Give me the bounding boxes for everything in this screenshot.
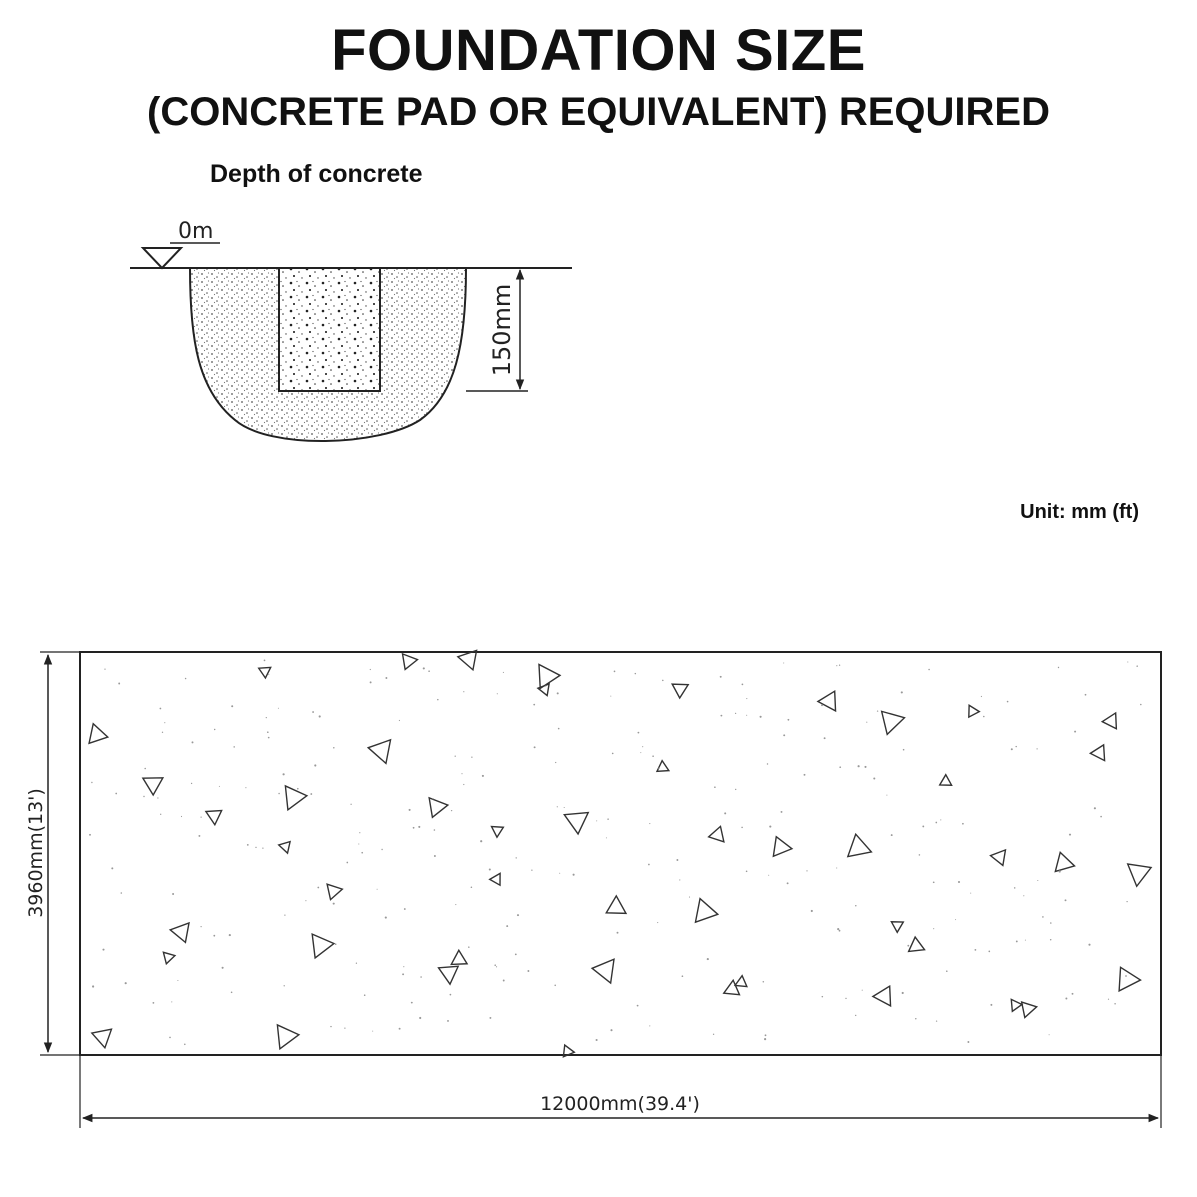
- aggregate-speck: [940, 819, 941, 820]
- aggregate-speck: [649, 823, 650, 824]
- aggregate-speck: [451, 810, 452, 811]
- aggregate-speck: [283, 773, 285, 775]
- aggregate-speck: [494, 964, 496, 966]
- aggregate-speck: [713, 1034, 714, 1035]
- aggregate-speck: [278, 708, 279, 709]
- aggregate-speck: [648, 864, 650, 866]
- aggregate-speck: [89, 834, 91, 836]
- aggregate-speck: [319, 715, 321, 717]
- aggregate-speck: [866, 722, 867, 723]
- aggregate-speck: [463, 691, 464, 692]
- aggregate-speck: [418, 826, 420, 828]
- aggregate-speck: [284, 985, 285, 986]
- aggregate-speck: [1036, 748, 1037, 749]
- aggregate-speck: [864, 766, 866, 768]
- concrete-pad-plan: [80, 652, 1161, 1055]
- aggregate-speck: [610, 696, 611, 697]
- aggregate-speck: [402, 973, 404, 975]
- aggregate-speck: [482, 775, 484, 777]
- aggregate-speck: [497, 693, 498, 694]
- aggregate-speck: [735, 713, 736, 714]
- aggregate-speck: [297, 788, 299, 790]
- aggregate-speck: [266, 717, 267, 718]
- aggregate-speck: [471, 757, 472, 758]
- aggregate-speck: [118, 683, 120, 685]
- aggregate-speck: [981, 696, 982, 697]
- aggregate-speck: [682, 975, 684, 977]
- aggregate-speck: [533, 704, 535, 706]
- aggregate-speck: [404, 908, 406, 910]
- aggregate-speck: [958, 881, 960, 883]
- aggregate-speck: [181, 816, 182, 817]
- aggregate-speck: [902, 992, 904, 994]
- depth-of-concrete-heading: Depth of concrete: [210, 160, 423, 188]
- aggregate-speck: [573, 874, 575, 876]
- aggregate-speck: [837, 928, 839, 930]
- aggregate-speck: [935, 822, 937, 824]
- aggregate-speck: [264, 660, 266, 662]
- aggregate-speck: [557, 692, 559, 694]
- aggregate-speck: [787, 719, 789, 721]
- aggregate-speck: [229, 934, 231, 936]
- aggregate-speck: [855, 1015, 856, 1016]
- aggregate-speck: [385, 677, 387, 679]
- aggregate-speck: [855, 905, 856, 906]
- aggregate-speck: [255, 847, 256, 848]
- aggregate-speck: [787, 882, 789, 884]
- aggregate-speck: [557, 806, 558, 807]
- aggregate-speck: [962, 823, 964, 825]
- aggregate-speck: [162, 732, 163, 733]
- aggregate-speck: [428, 670, 430, 672]
- aggregate-speck: [314, 764, 316, 766]
- aggregate-speck: [171, 1001, 172, 1002]
- aggregate-speck: [1100, 816, 1102, 818]
- aggregate-speck: [907, 945, 909, 947]
- aggregate-speck: [764, 1038, 766, 1040]
- aggregate-speck: [1127, 661, 1128, 662]
- aggregate-speck: [635, 673, 636, 674]
- aggregate-speck: [517, 914, 519, 916]
- aggregate-speck: [356, 963, 357, 964]
- aggregate-speck: [437, 699, 439, 701]
- aggregate-speck: [531, 870, 532, 871]
- aggregate-speck: [361, 852, 363, 854]
- aggregate-speck: [231, 705, 233, 707]
- aggregate-speck: [330, 1026, 331, 1027]
- aggregate-speck: [1125, 975, 1127, 977]
- aggregate-speck: [413, 827, 415, 829]
- aggregate-speck: [335, 943, 337, 945]
- aggregate-speck: [811, 910, 813, 912]
- aggregate-speck: [1049, 1034, 1050, 1035]
- aggregate-speck: [1094, 807, 1096, 809]
- aggregate-speck: [836, 867, 837, 868]
- aggregate-speck: [714, 786, 716, 788]
- aggregate-speck: [746, 871, 748, 873]
- aggregate-speck: [364, 994, 366, 996]
- aggregate-speck: [564, 807, 565, 808]
- aggregate-speck: [559, 873, 560, 874]
- aggregate-speck: [515, 954, 517, 956]
- aggregate-speck: [463, 784, 464, 785]
- aggregate-speck: [821, 704, 823, 706]
- aggregate-speck: [222, 967, 224, 969]
- aggregate-speck: [724, 812, 726, 814]
- aggregate-speck: [152, 1002, 154, 1004]
- aggregate-speck: [480, 840, 482, 842]
- aggregate-speck: [198, 835, 200, 837]
- aggregate-speck: [1011, 748, 1013, 750]
- aggregate-speck: [901, 691, 903, 693]
- aggregate-speck: [111, 867, 113, 869]
- aggregate-speck: [312, 711, 314, 713]
- aggregate-speck: [247, 844, 249, 846]
- aggregate-speck: [144, 768, 146, 770]
- aggregate-speck: [689, 897, 690, 898]
- aggregate-speck: [350, 804, 351, 805]
- aggregate-speck: [1108, 999, 1109, 1000]
- aggregate-speck: [434, 829, 436, 831]
- aggregate-speck: [877, 710, 878, 711]
- aggregate-speck: [638, 732, 640, 734]
- aggregate-speck: [434, 855, 436, 857]
- aggregate-speck: [489, 1017, 491, 1019]
- aggregate-speck: [783, 662, 784, 663]
- aggregate-speck: [1136, 665, 1138, 667]
- aggregate-speck: [385, 917, 387, 919]
- aggregate-speck: [411, 1002, 413, 1004]
- aggregate-speck: [720, 715, 722, 717]
- depth-dimension-label: 150mm: [488, 283, 516, 377]
- aggregate-speck: [1126, 901, 1127, 902]
- aggregate-speck: [596, 820, 597, 821]
- aggregate-speck: [763, 981, 765, 983]
- aggregate-speck: [936, 1020, 937, 1021]
- aggregate-speck: [746, 698, 747, 699]
- aggregate-speck: [370, 681, 372, 683]
- aggregate-speck: [610, 1029, 612, 1031]
- aggregate-speck: [1050, 939, 1051, 940]
- aggregate-speck: [143, 796, 144, 797]
- plan-width-dimension-label: 12000mm(39.4'): [540, 1093, 700, 1115]
- aggregate-speck: [1058, 667, 1059, 668]
- aggregate-speck: [370, 669, 371, 670]
- aggregate-speck: [596, 1039, 598, 1041]
- aggregate-speck: [1016, 940, 1018, 942]
- aggregate-speck: [489, 868, 491, 870]
- aggregate-speck: [637, 1005, 639, 1007]
- aggregate-speck: [450, 994, 452, 996]
- aggregate-speck: [545, 686, 546, 687]
- aggregate-speck: [310, 793, 312, 795]
- aggregate-speck: [1088, 944, 1090, 946]
- aggregate-speck: [836, 665, 837, 666]
- aggregate-speck: [915, 1018, 916, 1019]
- aggregate-speck: [115, 793, 117, 795]
- aggregate-speck: [317, 887, 319, 889]
- aggregate-speck: [649, 1025, 650, 1026]
- aggregate-speck: [172, 893, 174, 895]
- aggregate-speck: [503, 672, 504, 673]
- aggregate-speck: [447, 1020, 449, 1022]
- aggregate-speck: [806, 870, 807, 871]
- page-title: FOUNDATION SIZE: [331, 18, 866, 83]
- ground-level-label: 0m: [178, 219, 214, 244]
- aggregate-speck: [409, 809, 411, 811]
- aggregate-speck: [1050, 922, 1052, 924]
- aggregate-speck: [160, 708, 162, 710]
- aggregate-speck: [781, 811, 783, 813]
- aggregate-speck: [891, 834, 893, 836]
- aggregate-speck: [506, 925, 508, 927]
- aggregate-speck: [873, 777, 875, 779]
- aggregate-speck: [455, 904, 456, 905]
- aggregate-speck: [468, 946, 470, 948]
- aggregate-speck: [1042, 916, 1044, 918]
- aggregate-speck: [606, 837, 607, 838]
- aggregate-speck: [102, 949, 104, 951]
- aggregate-speck: [974, 949, 976, 951]
- aggregate-speck: [125, 982, 127, 984]
- aggregate-speck: [1007, 701, 1009, 703]
- aggregate-speck: [214, 729, 215, 730]
- aggregate-speck: [1140, 704, 1142, 706]
- aggregate-speck: [91, 782, 92, 783]
- aggregate-speck: [845, 998, 846, 999]
- depth-cross-section: [130, 219, 572, 441]
- aggregate-speck: [461, 773, 462, 774]
- aggregate-speck: [839, 766, 841, 768]
- aggregate-speck: [377, 889, 378, 890]
- aggregate-speck: [720, 676, 722, 678]
- aggregate-speck: [886, 795, 887, 796]
- aggregate-speck: [527, 970, 529, 972]
- aggregate-speck: [177, 980, 178, 981]
- aggregate-speck: [496, 966, 497, 967]
- aggregate-speck: [741, 827, 743, 829]
- aggregate-speck: [768, 875, 769, 876]
- aggregate-speck: [742, 684, 744, 686]
- aggregate-speck: [1037, 880, 1038, 881]
- aggregate-speck: [399, 720, 400, 721]
- aggregate-speck: [967, 1041, 969, 1043]
- aggregate-speck: [1023, 895, 1024, 896]
- aggregate-speck: [164, 722, 165, 723]
- aggregate-speck: [268, 674, 269, 675]
- aggregate-speck: [824, 737, 826, 739]
- aggregate-speck: [213, 935, 215, 937]
- aggregate-speck: [333, 903, 335, 905]
- aggregate-speck: [268, 737, 270, 739]
- aggregate-speck: [284, 914, 285, 915]
- aggregate-speck: [1072, 993, 1074, 995]
- aggregate-speck: [1065, 899, 1067, 901]
- aggregate-speck: [305, 900, 306, 901]
- aggregate-speck: [278, 793, 280, 795]
- aggregate-speck: [516, 857, 517, 858]
- aggregate-speck: [970, 893, 971, 894]
- aggregate-speck: [679, 879, 680, 880]
- aggregate-speck: [640, 752, 641, 753]
- aggregate-speck: [642, 746, 643, 747]
- aggregate-speck: [191, 783, 192, 784]
- aggregate-speck: [1015, 746, 1016, 747]
- aggregate-speck: [184, 1044, 186, 1046]
- aggregate-speck: [1069, 834, 1071, 836]
- aggregate-speck: [185, 678, 187, 680]
- aggregate-speck: [233, 746, 235, 748]
- aggregate-speck: [919, 854, 921, 856]
- aggregate-speck: [858, 765, 860, 767]
- aggregate-speck: [769, 826, 771, 828]
- aggregate-speck: [432, 798, 433, 799]
- aggregate-speck: [554, 985, 556, 987]
- plan-view: [25, 644, 1161, 1128]
- aggregate-speck: [612, 753, 614, 755]
- aggregate-speck: [955, 919, 956, 920]
- aggregate-speck: [988, 951, 990, 953]
- aggregate-speck: [1074, 731, 1076, 733]
- aggregate-speck: [372, 1031, 373, 1032]
- aggregate-speck: [1014, 887, 1016, 889]
- aggregate-speck: [607, 818, 609, 820]
- aggregate-speck: [160, 814, 161, 815]
- aggregate-speck: [804, 774, 806, 776]
- aggregate-speck: [658, 768, 659, 769]
- aggregate-speck: [990, 1004, 992, 1006]
- aggregate-speck: [121, 892, 123, 894]
- aggregate-speck: [617, 932, 619, 934]
- aggregate-speck: [558, 728, 560, 730]
- aggregate-speck: [262, 847, 263, 848]
- aggregate-speck: [983, 716, 985, 718]
- aggregate-speck: [403, 966, 404, 967]
- page-subtitle: (CONCRETE PAD OR EQUIVALENT) REQUIRED: [147, 90, 1050, 134]
- aggregate-speck: [767, 763, 768, 764]
- aggregate-speck: [169, 1037, 171, 1039]
- aggregate-speck: [423, 667, 425, 669]
- aggregate-speck: [1085, 694, 1087, 696]
- aggregate-speck: [381, 849, 382, 850]
- aggregate-speck: [344, 1027, 345, 1028]
- aggregate-speck: [933, 881, 935, 883]
- aggregate-speck: [760, 716, 762, 718]
- aggregate-speck: [267, 731, 269, 733]
- aggregate-speck: [928, 669, 930, 671]
- aggregate-speck: [1114, 1003, 1116, 1005]
- aggregate-speck: [662, 680, 664, 682]
- aggregate-speck: [903, 749, 905, 751]
- aggregate-speck: [104, 668, 105, 669]
- plan-depth-dimension-label: 3960mm(13'): [25, 788, 47, 918]
- aggregate-speck: [92, 985, 94, 987]
- aggregate-speck: [231, 992, 233, 994]
- aggregate-speck: [839, 930, 841, 932]
- aggregate-speck: [534, 746, 536, 748]
- aggregate-speck: [862, 990, 863, 991]
- aggregate-speck: [346, 862, 348, 864]
- aggregate-speck: [746, 715, 747, 716]
- aggregate-speck: [1025, 940, 1026, 941]
- aggregate-speck: [359, 832, 360, 833]
- aggregate-speck: [922, 825, 924, 827]
- aggregate-speck: [933, 928, 934, 929]
- aggregate-speck: [765, 1034, 767, 1036]
- aggregate-speck: [200, 926, 201, 927]
- aggregate-speck: [419, 1017, 421, 1019]
- ground-level-marker-icon: [143, 243, 220, 268]
- aggregate-speck: [657, 922, 658, 923]
- aggregate-speck: [333, 747, 335, 749]
- aggregate-speck: [676, 859, 678, 861]
- aggregate-speck: [1059, 870, 1061, 872]
- aggregate-speck: [1065, 998, 1067, 1000]
- aggregate-speck: [822, 996, 824, 998]
- aggregate-speck: [783, 734, 785, 736]
- aggregate-speck: [707, 958, 709, 960]
- aggregate-speck: [503, 980, 505, 982]
- aggregate-speck: [157, 797, 158, 798]
- aggregate-speck: [471, 887, 473, 889]
- aggregate-speck: [455, 756, 456, 757]
- concrete-pad-section: [279, 268, 380, 391]
- aggregate-speck: [735, 789, 736, 790]
- aggregate-speck: [614, 671, 616, 673]
- aggregate-speck: [245, 787, 246, 788]
- aggregate-speck: [839, 665, 840, 666]
- aggregate-speck: [192, 741, 194, 743]
- unit-note: Unit: mm (ft): [1020, 501, 1139, 523]
- aggregate-speck: [399, 1028, 401, 1030]
- aggregate-speck: [555, 762, 556, 763]
- aggregate-speck: [946, 970, 948, 972]
- aggregate-speck: [200, 816, 201, 817]
- aggregate-speck: [652, 755, 654, 757]
- aggregate-speck: [358, 843, 359, 844]
- aggregate-speck: [219, 786, 220, 787]
- aggregate-speck: [420, 976, 422, 978]
